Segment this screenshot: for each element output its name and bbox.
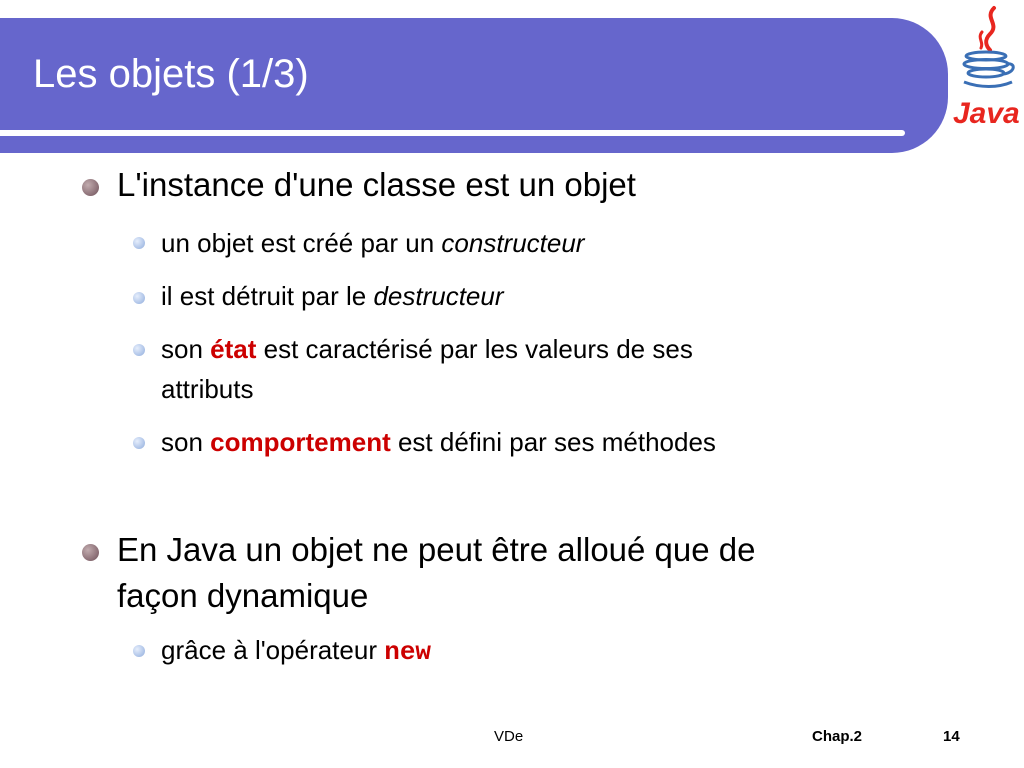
sub-bullet-text: il est détruit par le destructeur [161,281,504,311]
java-logo-text: Java [953,97,1020,128]
sub-bullet-text-continued: attributs [161,374,254,404]
code-keyword: new [384,637,432,667]
emphasis-text: état [210,334,257,364]
sub-bullet-marker [133,237,145,249]
sub-bullet-marker [133,645,145,657]
bullet-text: L'instance d'une classe est un objet [117,166,636,203]
footer-author: VDe [494,728,524,745]
bullet-marker [82,544,99,561]
bullet-text-continued: façon dynamique [117,577,369,614]
emphasis-text: comportement [210,427,391,457]
sub-bullet-text: grâce à l'opérateur new [161,635,432,667]
emphasis-text: destructeur [373,281,504,311]
footer-chapter: Chap.2 [812,728,863,745]
sub-bullet-marker [133,292,145,304]
bullet-text: En Java un objet ne peut être alloué que de [117,531,756,568]
sub-bullet-marker [133,437,145,449]
slide-title: Les objets (1/3) [33,52,309,96]
footer-page-number: 14 [943,728,960,745]
sub-bullet-text: son comportement est défini par ses méthodes [161,427,716,457]
bullet-marker [82,179,99,196]
sub-bullet-text: un objet est créé par un constructeur [161,228,585,258]
sub-bullet-marker [133,344,145,356]
emphasis-text: constructeur [441,228,585,258]
sub-bullet-text: son état est caractérisé par les valeurs de ses [161,334,693,364]
